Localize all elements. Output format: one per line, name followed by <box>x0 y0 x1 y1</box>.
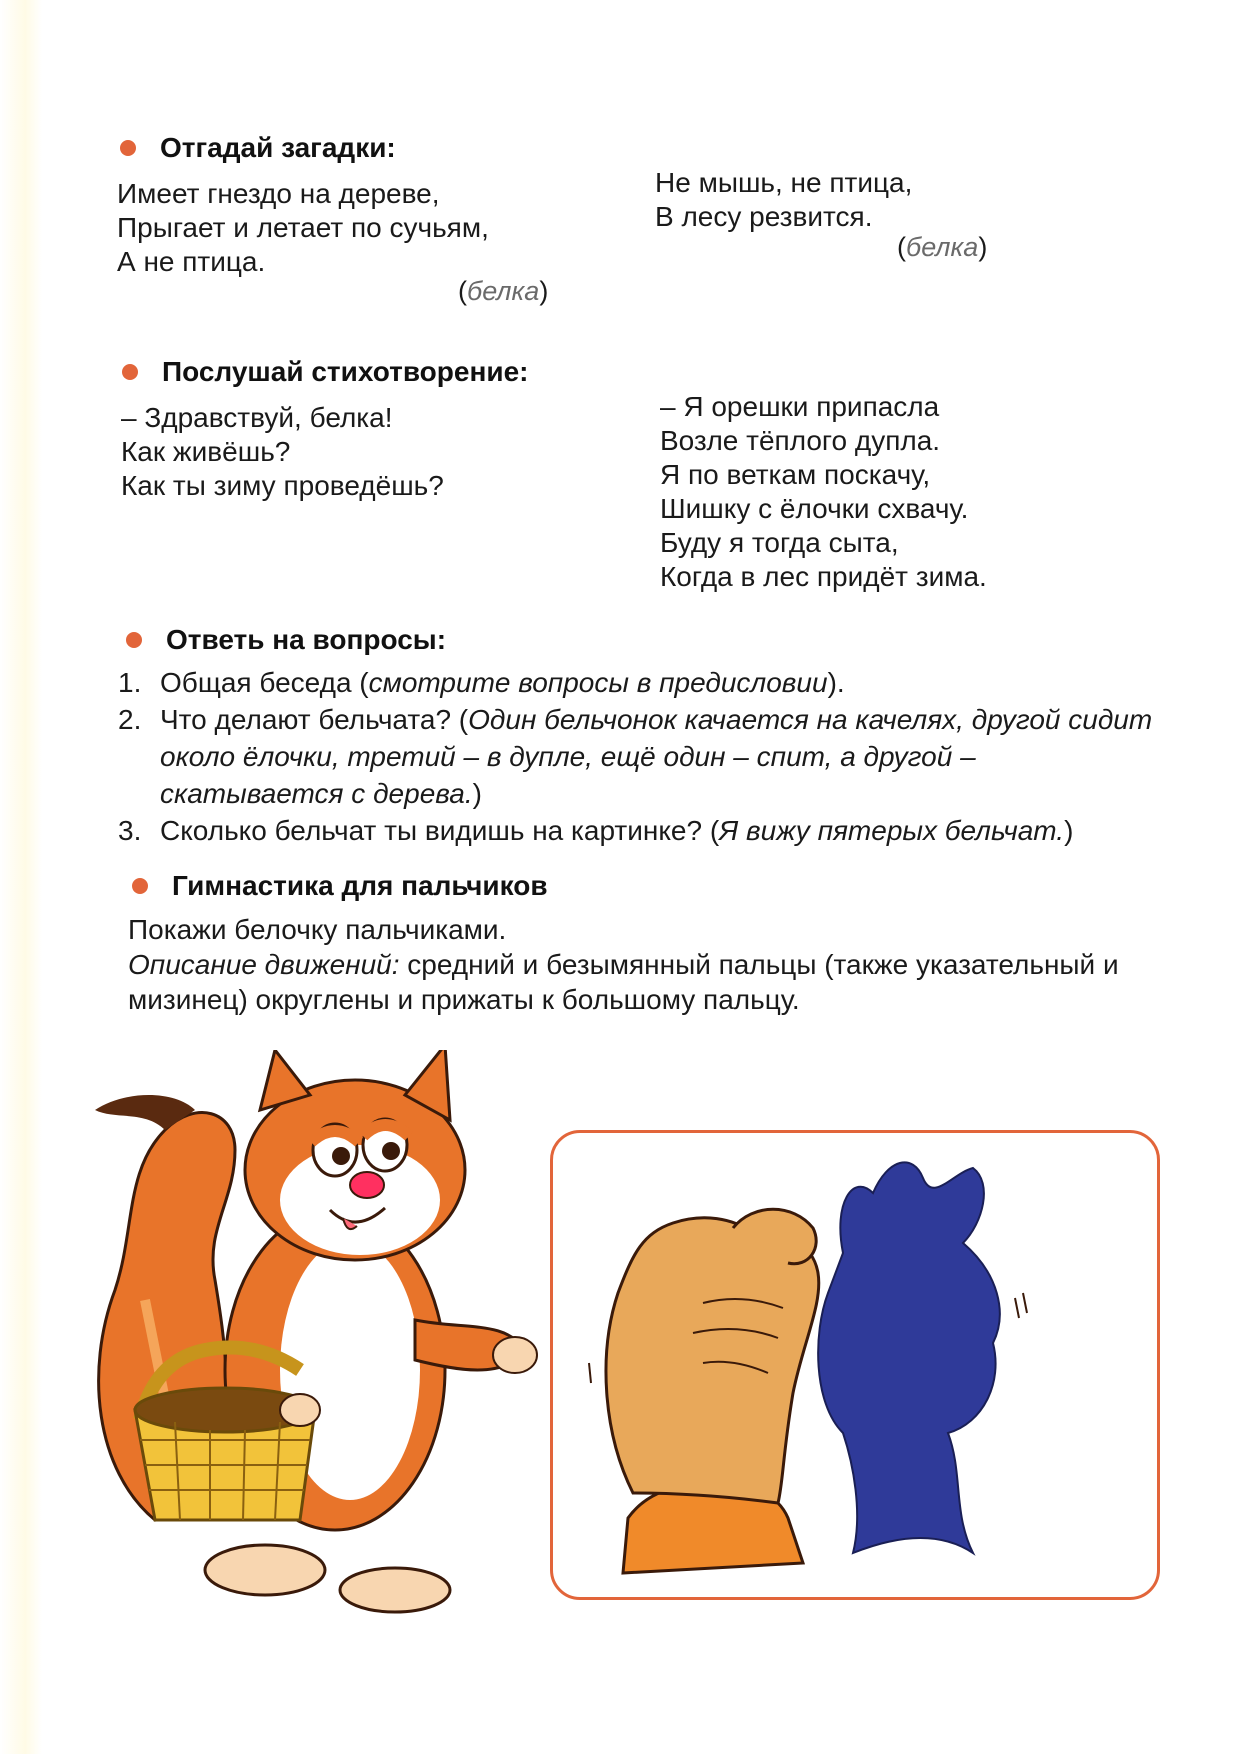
riddle-1-answer: (белка) <box>458 276 549 306</box>
gymnastics-description <box>128 947 1168 1017</box>
riddle-2-answer-word: белка <box>906 232 979 262</box>
question-text: Что делают бельчата? ( <box>160 704 469 735</box>
question-number: 2. <box>118 704 142 735</box>
poem-line: Как живёшь? <box>121 436 291 467</box>
bullet-icon <box>126 632 142 648</box>
riddle-2-line: Не мышь, не птица, <box>655 167 913 198</box>
question-number: 1. <box>118 667 142 698</box>
poem-title: Послушай стихотворение: <box>162 356 529 387</box>
riddle-1 <box>117 177 489 279</box>
riddle-1-line: Прыгает и летает по сучьям, <box>117 212 489 243</box>
poem-line: Я по веткам поскачу, <box>660 459 931 490</box>
hand-gesture-frame <box>550 1130 1160 1600</box>
poem-line: – Здравствуй, белка! <box>121 402 393 433</box>
question-answer: смотрите вопросы в предисловии <box>368 667 828 698</box>
poem-line: Когда в лес придёт зима. <box>660 561 987 592</box>
description-label: Описание движений: <box>128 949 400 980</box>
question-item <box>118 664 1158 701</box>
question-text: Общая беседа ( <box>160 667 369 698</box>
gymnastics-text <box>128 912 1168 1017</box>
poem-right <box>660 390 987 594</box>
riddles-heading <box>120 132 396 164</box>
question-close: ). <box>827 667 845 698</box>
riddle-1-answer-word: белка <box>467 276 540 306</box>
description-text: средний и безымянный пальцы (также указательный и мизинец) округлены и прижаты к большому пальцу. <box>128 949 1119 1015</box>
poem-line: Как ты зиму проведёшь? <box>121 470 444 501</box>
question-item <box>118 701 1158 812</box>
bullet-icon <box>132 878 148 894</box>
riddle-2-answer: (белка) <box>897 232 988 262</box>
gymnastics-title: Гимнастика для пальчиков <box>172 870 548 901</box>
riddle-2-line: В лесу резвится. <box>655 201 873 232</box>
riddle-1-line: Имеет гнездо на дереве, <box>117 178 440 209</box>
gymnastics-heading <box>132 870 548 902</box>
question-close: ) <box>1064 815 1074 846</box>
question-close: ) <box>472 778 482 809</box>
riddle-1-line: А не птица. <box>117 246 266 277</box>
riddle-2 <box>655 166 912 234</box>
question-item <box>118 812 1158 849</box>
squirrel-illustration <box>85 1050 555 1630</box>
hand-gesture-illustration <box>553 1133 1157 1597</box>
poem-line: Возле тёплого дупла. <box>660 425 941 456</box>
poem-left <box>121 401 444 503</box>
questions-heading <box>126 624 446 656</box>
question-answer: Я вижу пятерых бельчат. <box>719 815 1065 846</box>
question-text: Сколько бельчат ты видишь на картинке? ( <box>160 815 720 846</box>
questions-list <box>118 664 1158 849</box>
question-number: 3. <box>118 815 142 846</box>
page-edge <box>0 0 42 1754</box>
poem-heading <box>122 356 528 388</box>
questions-title: Ответь на вопросы: <box>166 624 447 655</box>
question-answer: Один бельчонок качается на качелях, другой сидит около ёлочки, третий – в дупле, ещё один – спит, а другой – скатывается с дерева. <box>160 704 1153 809</box>
riddles-title: Отгадай загадки: <box>160 132 396 163</box>
gymnastics-line: Покажи белочку пальчиками. <box>128 914 507 945</box>
poem-line: Шишку с ёлочки схвачу. <box>660 493 969 524</box>
poem-line: Буду я тогда сыта, <box>660 527 899 558</box>
bullet-icon <box>120 140 136 156</box>
poem-line: – Я орешки припасла <box>660 391 940 422</box>
bullet-icon <box>122 364 138 380</box>
